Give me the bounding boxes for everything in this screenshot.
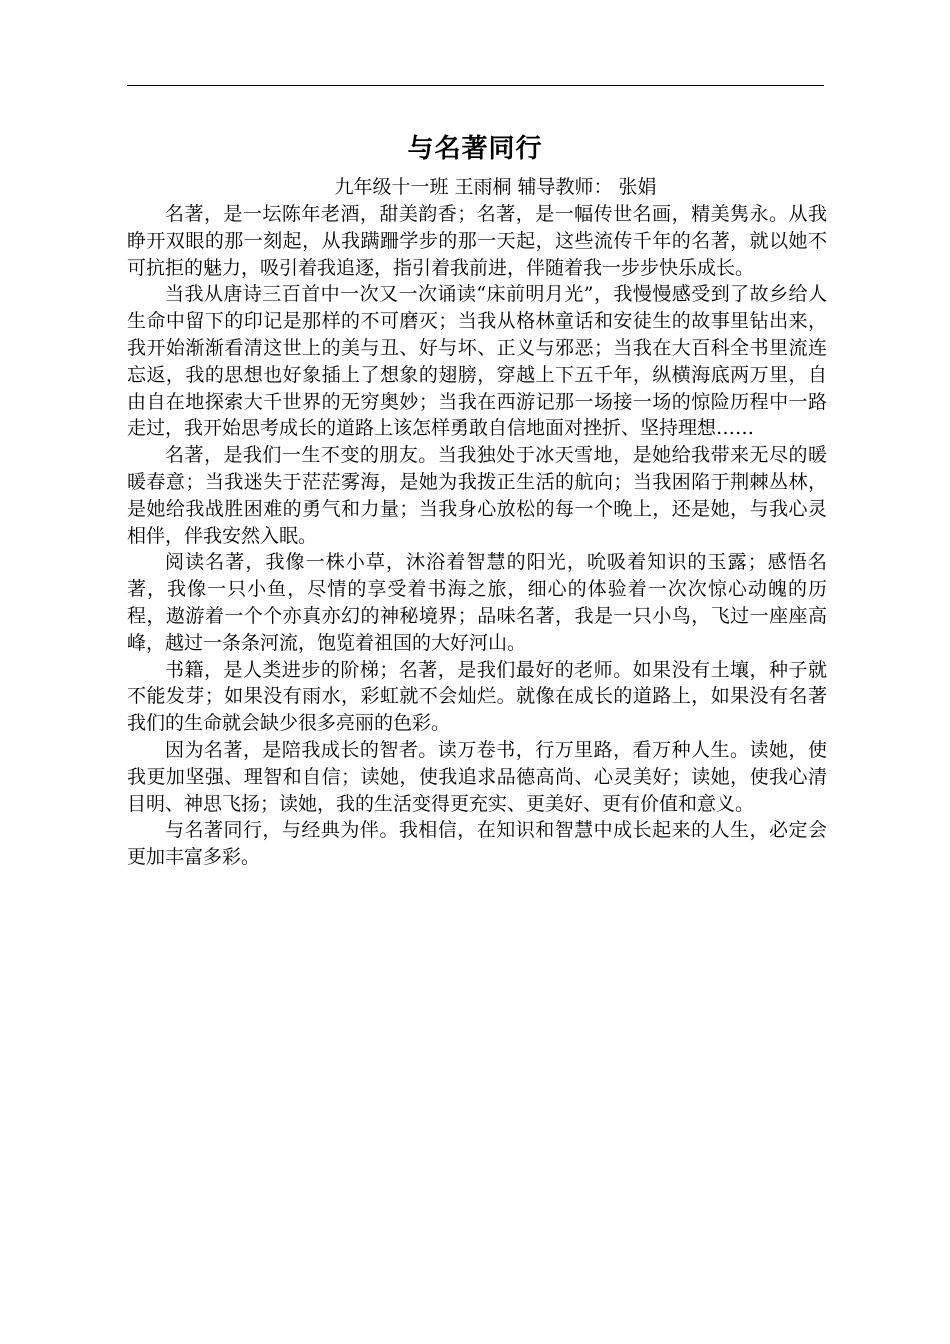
header-rule	[127, 85, 824, 86]
paragraph: 因为名著，是陪我成长的智者。读万卷书，行万里路，看万种人生。读她，使我更加坚强、理智和自信；读她，使我追求品德高尚、心灵美好；读她，使我心清目明、神思飞扬；读她，我的生活变得更充实、更美好、更有价值和意义。	[127, 738, 827, 815]
author-byline: 九年级十一班 王雨桐 辅导教师： 张娟	[334, 176, 657, 198]
paragraph: 与名著同行，与经典为伴。我相信，在知识和智慧中成长起来的人生，必定会更加丰富多彩。	[127, 819, 827, 869]
paragraph: 名著，是我们一生不变的朋友。当我独处于冰天雪地，是她给我带来无尽的暖暖春意；当我迷失于茫茫雾海，是她为我拨正生活的航向；当我困陷于荆棘丛林，是她给我战胜困难的勇气和力量；当我身心放松的每一个晚上，还是她，与我心灵相伴，伴我安然入眠。	[127, 444, 827, 547]
document-title: 与名著同行	[407, 134, 543, 164]
document-body	[127, 201, 827, 871]
paragraph: 书籍，是人类进步的阶梯；名著，是我们最好的老师。如果没有土壤，种子就不能发芽；如果没有雨水，彩虹就不会灿烂。就像在成长的道路上，如果没有名著我们的生命就会缺少很多亮丽的色彩。	[127, 658, 827, 735]
paragraph: 阅读名著，我像一株小草，沐浴着智慧的阳光，吮吸着知识的玉露；感悟名著，我像一只小鱼，尽情的享受着书海之旅，细心的体验着一次次惊心动魄的历程，遨游着一个个亦真亦幻的神秘境界；品味名著，我是一只小鸟，飞过一座座高峰，越过一条条河流，饱览着祖国的大好河山。	[127, 551, 827, 654]
paragraph: 当我从唐诗三百首中一次又一次诵读“床前明月光”，我慢慢感受到了故乡给人生命中留下的印记是那样的不可磨灭；当我从格林童话和安徒生的故事里钻出来，我开始渐渐看清这世上的美与丑、好与坏、正义与邪恶；当我在大百科全书里流连忘返，我的思想也好象插上了想象的翅膀，穿越上下五千年，纵横海底两万里，自由自在地探索大千世界的无穷奥妙；当我在西游记那一场接一场的惊险历程中一路走过，我开始思考成长的道路上该怎样勇敢自信地面对挫折、坚持理想……	[127, 283, 827, 440]
paragraph: 名著，是一坛陈年老酒，甜美韵香；名著，是一幅传世名画，精美隽永。从我睁开双眼的那一刻起，从我蹒跚学步的那一天起，这些流传千年的名著，就以她不可抗拒的魅力，吸引着我追逐，指引着我前进，伴随着我一步步快乐成长。	[127, 203, 827, 279]
